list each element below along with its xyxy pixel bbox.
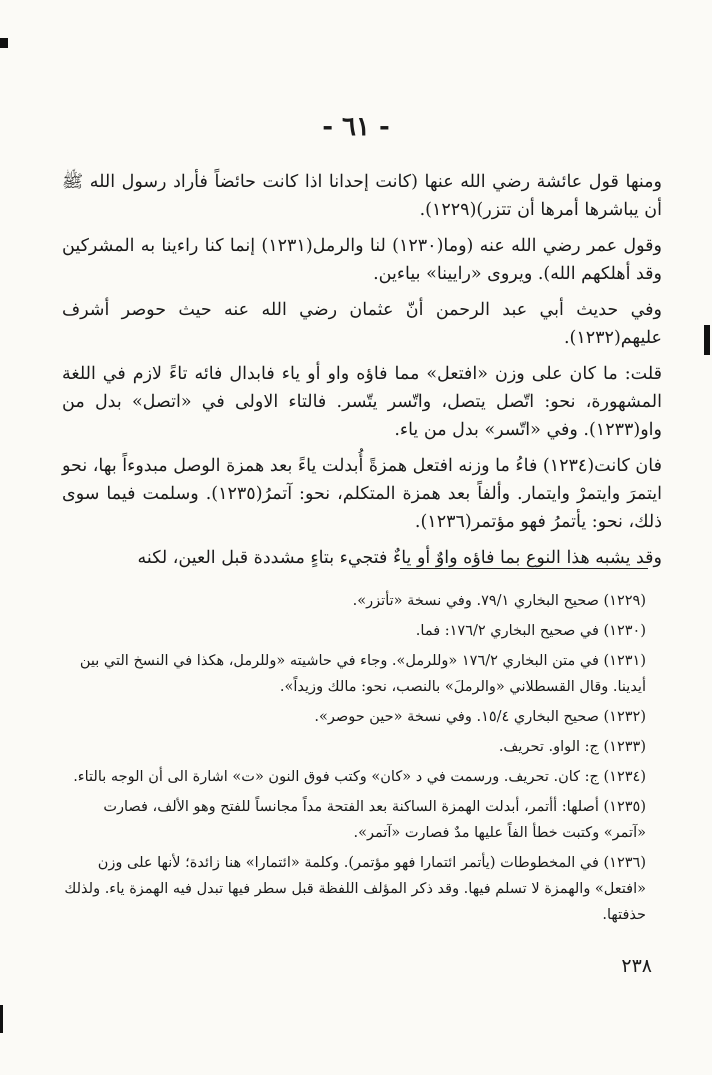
footnote: (١٢٣٤) ج: كان. تحريف. ورسمت في د «كان» وكتب فوق النون «ت» اشارة الى أن الوجه بالتاء. xyxy=(73,769,646,785)
footnotes xyxy=(62,588,646,932)
footnote: (١٢٣١) في متن البخاري ١٧٦/٢ «وللرمل». وجاء في حاشيته «وللرمل، هكذا في النسخ التي بين أيدينا. وقال القسطلاني «والرملَ» بالنصب، نحو: مالك وزيداً». xyxy=(79,653,646,695)
footnote: (١٢٢٩) صحيح البخاري ٧٩/١. وفي نسخة «تأتزر». xyxy=(352,593,646,609)
scan-mark xyxy=(0,1005,3,1033)
paragraph: وفي حديث أبي عبد الرحمن أنّ عثمان رضي الله عنه حيث حوصر أشرف عليهم(١٢٣٢). xyxy=(62,300,662,348)
paragraph: فان كانت(١٢٣٤) فاءُ ما وزنه افتعل همزةً أُبدلت ياءً بعد همزة الوصل مبدوءاً بها، نحو ايتمرَ وايتمرْ وايتمار. وألفاً بعد همزة المتكلم، نحو: آتمرُ(١٢٣٥). وسلمت فيما سوى ذلك، نحو: يأتمرُ فهو مؤتمر(١٢٣٦). xyxy=(62,456,662,532)
page-header: - ٦١ - xyxy=(322,112,390,142)
footnote: (١٢٣٢) صحيح البخاري ١٥/٤. وفي نسخة «حين حوصر». xyxy=(314,709,646,725)
paragraph: ومنها قول عائشة رضي الله عنها (كانت إحدانا اذا كانت حائضاً فأراد رسول الله ﷺ أن يباشرها أمرها أن تتزر)(١٢٢٩). xyxy=(62,172,662,220)
footnote: (١٢٣٠) في صحيح البخاري ١٧٦/٢: فما. xyxy=(415,623,646,639)
scan-mark xyxy=(704,325,710,355)
page-number: ٢٣٨ xyxy=(621,955,652,977)
paragraph: وقد يشبه هذا النوع بما فاؤه واوٌ أو ياءٌ فتجيء بتاءٍ مشددة قبل العين، لكنه xyxy=(137,548,662,568)
footnote: (١٢٣٣) ج: الواو. تحريف. xyxy=(498,739,646,755)
main-text xyxy=(62,168,662,580)
paragraph: وقول عمر رضي الله عنه (وما(١٢٣٠) لنا والرمل(١٢٣١) إنما كنا راءينا به المشركين وقد أهلكهم الله). ويروى «رايينا» بياءين. xyxy=(62,236,662,284)
paragraph: قلت: ما كان على وزن «افتعل» مما فاؤه واو أو ياء فابدال فائه تاءً لازم في اللغة المشهورة، نحو: اتّصل يتصل، واتّسر يتّسر. فالتاء الاولى في «اتصل» بدل من واو(١٢٣٣). وفي «اتّسر» بدل من ياء. xyxy=(62,364,662,440)
footnote-divider xyxy=(400,568,648,569)
footnote: (١٢٣٥) أصلها: أأتمر، أبدلت الهمزة الساكنة بعد الفتحة مداً مجانساً للفتح وهو الألف، فصارت «آتمر» وكتبت خطأ الفاً عليها مدٌ فصارت «آتمر». xyxy=(103,799,646,841)
footnote: (١٢٣٦) في المخطوطات (يأتمر ائتمارا فهو مؤتمر). وكلمة «ائتمارا» هنا زائدة؛ لأنها على وزن «افتعل» والهمزة لا تسلم فيها. وقد ذكر المؤلف اللفظة قبل سطر فيها تبدل فيه الهمزة ياء. ولذلك حذفتها. xyxy=(64,855,646,923)
scan-mark xyxy=(0,38,8,48)
